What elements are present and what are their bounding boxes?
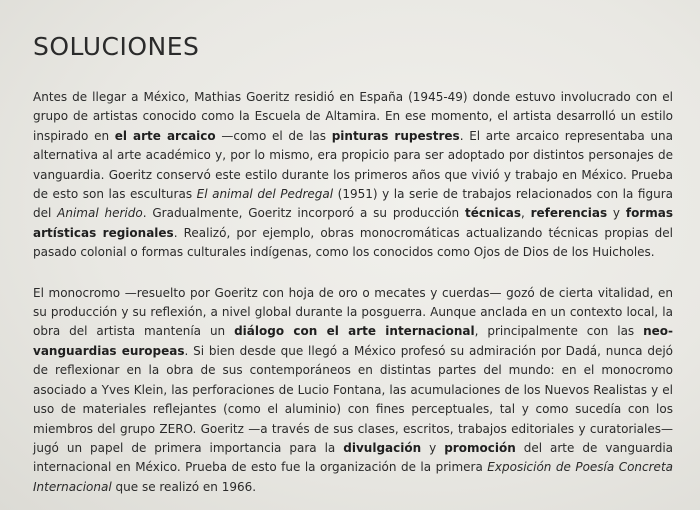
p2-text: que se realizó en 1966. [111,479,257,494]
p1-text: , [520,206,531,221]
p1-text: (1951) y la serie de trabajos relacionados con la figura del [33,187,673,221]
paragraph-2 [33,284,673,497]
p2-bold-divulgacion: divulgación [343,440,422,455]
p1-text: Antes de llegar a México, Mathias Goeritz residió en España (1945-49) donde estuvo involucrado con el grupo de artistas conocido como la Escuela de Altamira. En ese momento, el artista desarrolló un estilo inspirado en [33,90,673,143]
p2-text: El monocromo —resuelto por Goeritz con hoja de oro o mecates y cuerdas— gozó de cierta vitalidad, en su producción y su reflexión, a nivel global durante la posguerra. Aunque anclada en un contexto local, la obra del artista mantenía un [33,285,673,339]
p2-text: y [421,440,445,455]
p1-bold-pinturas-rupestres: pinturas rupestres [331,128,460,143]
p1-text: y [607,206,626,221]
p2-text: del arte de vanguardia internacional en México. Prueba de esto fue la organización de la primera [33,440,674,475]
p1-bold-el-arte-arcaico: el arte arcaico [114,128,216,143]
p1-italic-animal-herido: Animal herido [57,206,143,221]
p1-bold-tecnicas: técnicas [464,206,521,221]
p2-bold-neo-vanguardias: neo-vanguardias europeas [33,324,674,358]
p1-bold-formas-artisticas: formas artísticas regionales [33,206,673,240]
page-title: SOLUCIONES [33,32,200,61]
p2-bold-dialogo: diálogo con el arte internacional [234,324,475,339]
p2-text: , principalmente con las [474,324,644,339]
p2-text: . Si bien desde que llegó a México profesó su admiración por Dadá, nunca dejó de reflexionar en la obra de sus contemporáneos en distintas partes del mundo: en el monocromo asociado a Yves Klein, las perforaciones de Lucio Fontana, las acumulaciones de los Nuevos Realistas y el uso de materiales reflejantes (como el aluminio) con fines perceptuales, tal y como sucedía con los miembros del grupo ZERO. Goeritz —a través de sus clases, escritos, trabajos editoriales y curatoriales— jugó un papel de primera importancia para la [33,343,674,455]
p1-text: . Gradualmente, Goeritz incorporó a su producción [142,206,465,221]
p1-text: . El arte arcaico representaba una alternativa al arte académico y, por lo mismo, era propicio para ser adoptado por distintos personajes de vanguardia. Goeritz conservó este estilo durante los primeros años que vivió y trabajo en México. Prueba de esto son las esculturas [33,128,674,202]
p2-bold-promocion: promoción [444,440,516,455]
p1-text: —como el de las [215,128,332,143]
p2-italic-exposicion: Exposición de Poesía Concreta Internacional [33,460,674,494]
p1-text: . Realizó, por ejemplo, obras monocromáticas actualizando técnicas propias del pasado colonial o formas culturales indígenas, como los conocidos como Ojos de Dios de los Huicholes. [33,225,673,260]
wall-text-panel [33,32,673,497]
p1-bold-referencias: referencias [530,206,608,221]
paragraph-1 [33,88,673,263]
p1-italic-animal-pedregal: El animal del Pedregal [196,187,334,202]
